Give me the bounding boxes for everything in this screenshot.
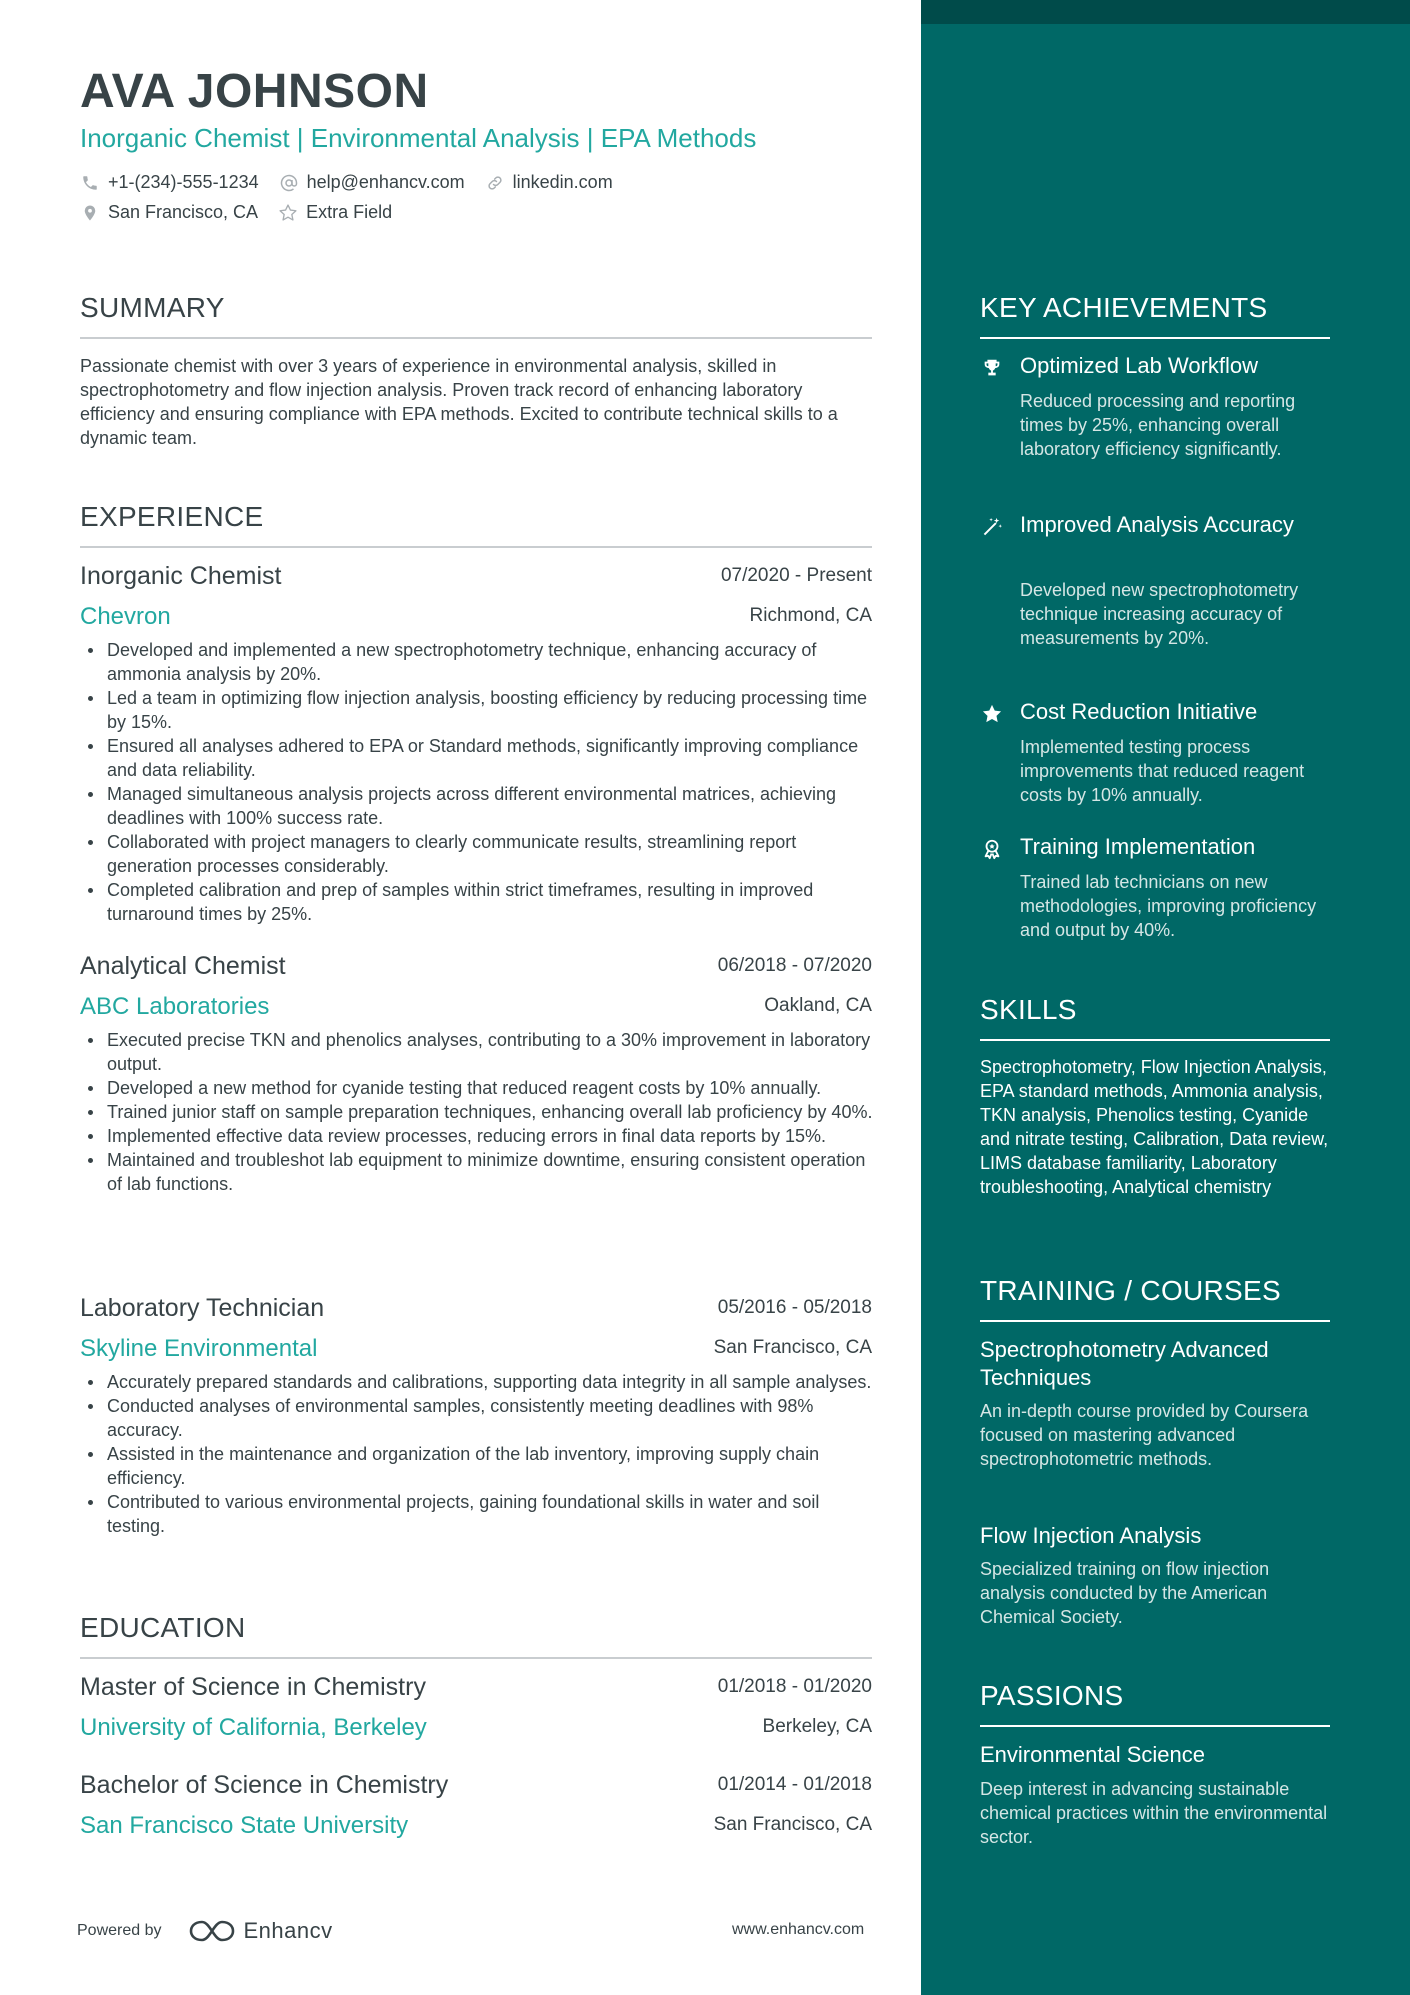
achievement-desc: Trained lab technicians on new methodologies, improving proficiency and output by 40%.	[1020, 872, 1317, 940]
contact-row-2	[80, 202, 412, 223]
achievement-desc: Developed new spectrophotometry technique increasing accuracy of measurements by 20%.	[1020, 580, 1299, 648]
linkedin-text[interactable]: linkedin.com	[512, 172, 613, 192]
training-divider	[980, 1320, 1330, 1322]
list-item: Completed calibration and prep of samples within strict timeframes, resulting in improved turnaround times by 25%.	[80, 878, 880, 926]
experience-title: EXPERIENCE	[80, 501, 264, 532]
sidebar	[921, 0, 1410, 1995]
job-location: San Francisco, CA	[713, 1337, 872, 1358]
education-degree: Master of Science in Chemistry	[80, 1673, 426, 1701]
education-title: EDUCATION	[80, 1612, 246, 1643]
footer-url[interactable]: www.enhancv.com	[732, 1921, 865, 1938]
job-date: 05/2016 - 05/2018	[717, 1297, 872, 1318]
footer-branding	[77, 1918, 333, 1944]
passion-title: Environmental Science	[980, 1742, 1206, 1767]
passions-divider	[980, 1725, 1330, 1727]
headline: Inorganic Chemist | Environmental Analysis | EPA Methods	[80, 123, 757, 153]
list-item: Developed a new method for cyanide testing that reduced reagent costs by 10% annually.	[80, 1076, 880, 1100]
training-course-desc: An in-depth course provided by Coursera focused on mastering advanced spectrophotometric methods.	[980, 1401, 1309, 1469]
achievement-title: Training Implementation	[1020, 834, 1256, 859]
enhancv-logo[interactable]	[188, 1918, 333, 1944]
education-degree: Bachelor of Science in Chemistry	[80, 1771, 449, 1799]
list-item: Developed and implemented a new spectrophotometry technique, enhancing accuracy of ammonia analysis by 20%.	[80, 638, 880, 686]
training-course-title: Flow Injection Analysis	[980, 1523, 1202, 1548]
star-icon	[980, 702, 1004, 726]
location-pin-icon	[80, 203, 100, 223]
passion-desc: Deep interest in advancing sustainable chemical practices within the environmental sector.	[980, 1779, 1328, 1847]
education-divider	[80, 1657, 872, 1659]
award-icon	[980, 837, 1004, 861]
training-course-desc: Specialized training on flow injection analysis conducted by the American Chemical Society.	[980, 1559, 1270, 1627]
skills-divider	[980, 1039, 1330, 1041]
job-location: Oakland, CA	[764, 995, 872, 1016]
achievement-title: Improved Analysis Accuracy	[1020, 512, 1294, 537]
email-text[interactable]: help@enhancv.com	[306, 172, 465, 192]
list-item: Trained junior staff on sample preparation techniques, enhancing overall lab proficiency by 40%.	[80, 1100, 880, 1124]
list-item: Contributed to various environmental projects, gaining foundational skills in water and soil testing.	[80, 1490, 880, 1538]
powered-by-label: Powered by	[77, 1922, 162, 1939]
job-bullets	[80, 1028, 880, 1196]
phone-text: +1-(234)-555-1234	[108, 172, 259, 192]
contact-row-1	[80, 172, 633, 193]
skills-title: SKILLS	[980, 994, 1077, 1025]
list-item: Managed simultaneous analysis projects across different environmental matrices, achieving deadlines with 100% success rate.	[80, 782, 880, 830]
education-school: San Francisco State University	[80, 1812, 409, 1839]
list-item: Collaborated with project managers to clearly communicate results, streamlining report generation processes considerably.	[80, 830, 880, 878]
sidebar-top-band	[921, 0, 1410, 24]
contact-phone	[80, 172, 259, 193]
list-item: Implemented effective data review processes, reducing errors in final data reports by 15%.	[80, 1124, 880, 1148]
star-outline-icon	[278, 203, 298, 223]
passions-title: PASSIONS	[980, 1680, 1124, 1711]
contact-email[interactable]	[279, 172, 465, 193]
candidate-name: AVA JOHNSON	[80, 65, 429, 118]
list-item: Ensured all analyses adhered to EPA or Standard methods, significantly improving compliance and data reliability.	[80, 734, 880, 782]
list-item: Maintained and troubleshot lab equipment to minimize downtime, ensuring consistent operation of lab functions.	[80, 1148, 880, 1196]
job-bullets	[80, 1370, 880, 1538]
magic-wand-icon	[980, 515, 1004, 539]
job-company: ABC Laboratories	[80, 993, 270, 1020]
link-icon	[485, 173, 505, 193]
job-title: Laboratory Technician	[80, 1294, 325, 1322]
education-date: 01/2018 - 01/2020	[717, 1676, 872, 1697]
job-bullets	[80, 638, 880, 926]
summary-title: SUMMARY	[80, 292, 225, 323]
education-date: 01/2014 - 01/2018	[717, 1774, 872, 1795]
job-date: 06/2018 - 07/2020	[717, 955, 872, 976]
location-text: San Francisco, CA	[108, 202, 259, 222]
experience-divider	[80, 546, 872, 548]
job-company: Chevron	[80, 603, 171, 630]
contact-linkedin[interactable]	[485, 172, 613, 193]
achievement-desc: Implemented testing process improvements that reduced reagent costs by 10% annually.	[1020, 737, 1305, 805]
training-course-title: Spectrophotometry Advanced Techniques	[980, 1337, 1269, 1390]
job-date: 07/2020 - Present	[720, 565, 872, 586]
education-location: Berkeley, CA	[762, 1716, 872, 1737]
achievements-title: KEY ACHIEVEMENTS	[980, 292, 1268, 323]
education-school: University of California, Berkeley	[80, 1714, 427, 1741]
at-icon	[279, 173, 299, 193]
education-location: San Francisco, CA	[713, 1814, 872, 1835]
achievement-desc: Reduced processing and reporting times by 25%, enhancing overall laboratory efficiency significantly.	[1020, 391, 1296, 459]
training-title: TRAINING / COURSES	[980, 1275, 1281, 1306]
achievements-divider	[980, 337, 1330, 339]
contact-location	[80, 202, 258, 223]
summary-divider	[80, 337, 872, 339]
list-item: Executed precise TKN and phenolics analyses, contributing to a 30% improvement in laboratory output.	[80, 1028, 880, 1076]
job-title: Inorganic Chemist	[80, 562, 282, 590]
enhancv-logo-icon	[188, 1918, 236, 1944]
list-item: Led a team in optimizing flow injection analysis, boosting efficiency by reducing processing time by 15%.	[80, 686, 880, 734]
enhancv-logo-text: Enhancv	[243, 1918, 333, 1943]
achievement-title: Optimized Lab Workflow	[1020, 353, 1259, 378]
extra-text: Extra Field	[306, 202, 393, 222]
job-company: Skyline Environmental	[80, 1335, 318, 1362]
list-item: Assisted in the maintenance and organization of the lab inventory, improving supply chain efficiency.	[80, 1442, 880, 1490]
job-title: Analytical Chemist	[80, 952, 286, 980]
phone-icon	[80, 173, 100, 193]
trophy-icon	[980, 356, 1004, 380]
job-location: Richmond, CA	[749, 605, 872, 626]
contact-extra	[278, 202, 392, 223]
skills-text: Spectrophotometry, Flow Injection Analysis, EPA standard methods, Ammonia analysis, TKN analysis, Phenolics testing, Cyanide and nitrate testing, Calibration, Data review, LIMS database familiarity, Laboratory troubleshooting, Analytical chemistry	[980, 1057, 1329, 1197]
summary-text: Passionate chemist with over 3 years of experience in environmental analysis, skilled in spectrophotometry and flow injection analysis. Proven track record of enhancing laboratory efficiency and ensuring compliance with EPA methods. Excited to contribute technical skills to a dynamic team.	[80, 356, 838, 448]
list-item: Accurately prepared standards and calibrations, supporting data integrity in all sample analyses.	[80, 1370, 880, 1394]
achievement-title: Cost Reduction Initiative	[1020, 699, 1258, 724]
list-item: Conducted analyses of environmental samples, consistently meeting deadlines with 98% accuracy.	[80, 1394, 880, 1442]
